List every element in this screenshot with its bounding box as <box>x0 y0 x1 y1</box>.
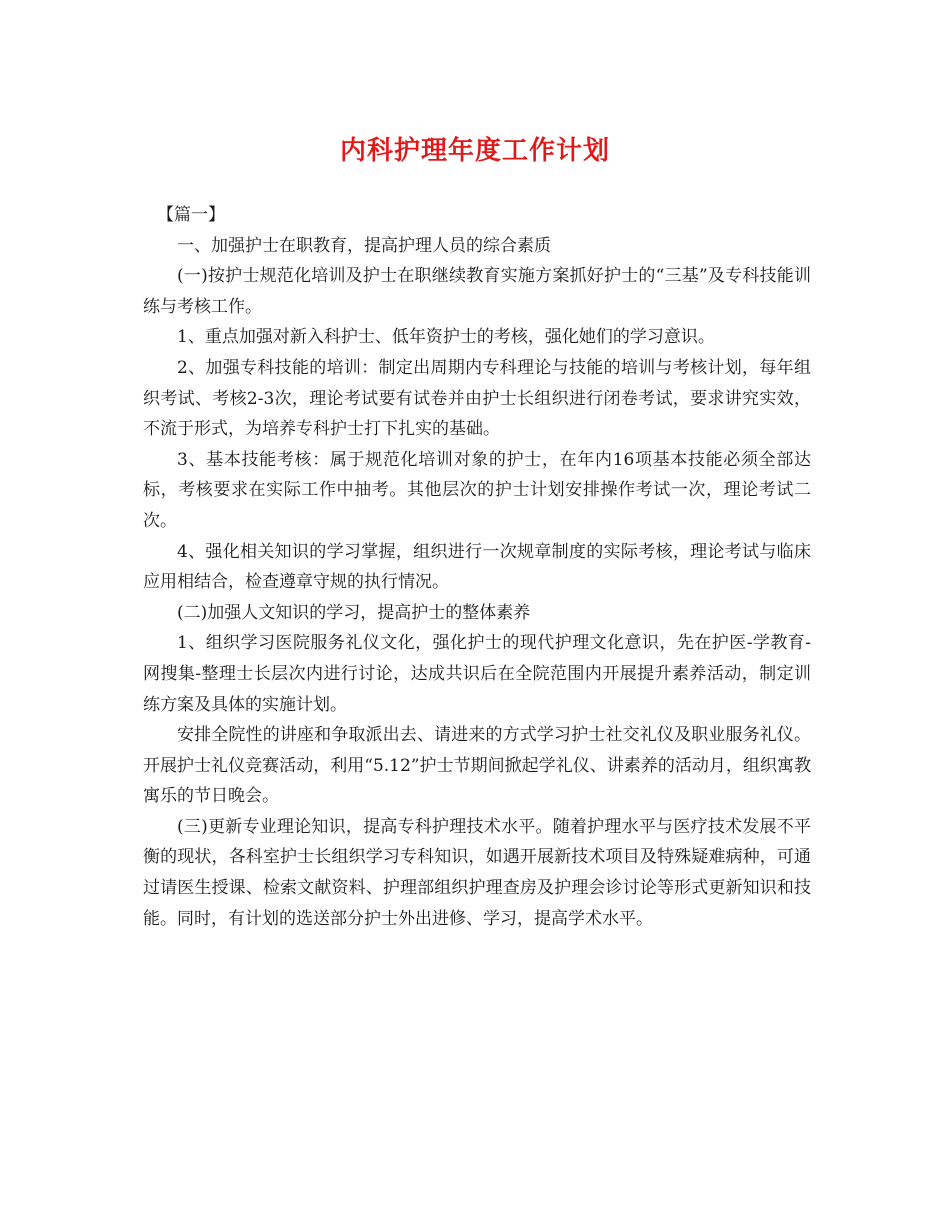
paragraph-10: (三)更新专业理论知识，提高专科护理技术水平。随着护理水平与医疗技术发展不平衡的现状，各科室护士长组织学习专科知识，如遇开展新技术项目及特殊疑难病种，可通过请医生授课、检索文献资料、护理部组织护理查房及护理会诊讨论等形式更新知识和技能。同时，有计划的选送部分护士外出进修、学习，提高学术水平。 <box>143 816 811 929</box>
paragraph-5: 3、基本技能考核：属于规范化培训对象的护士，在年内16项基本技能必须全部达标，考核要求在实际工作中抽考。其他层次的护士计划安排操作考试一次，理论考试二次。 <box>143 449 811 531</box>
paragraph-1: 一、加强护士在职教育，提高护理人员的综合素质 <box>177 235 551 256</box>
paragraph-4: 2、加强专科技能的培训：制定出周期内专科理论与技能的培训与考核计划，每年组织考试、考核2-3次，理论考试要有试卷并由护士长组织进行闭卷考试，要求讲究实效，不流于形式，为培养专科护士打下扎实的基础。 <box>143 357 811 440</box>
document-body <box>143 200 811 934</box>
paragraph-8: 1、组织学习医院服务礼仪文化，强化护士的现代护理文化意识，先在护医-学教育-网搜集-整理士长层次内进行讨论，达成共识后在全院范围内开展提升素养活动，制定训练方案及具体的实施计划。 <box>143 633 811 715</box>
document-title: 内科护理年度工作计划 <box>339 136 610 166</box>
paragraph-9: 安排全院性的讲座和争取派出去、请进来的方式学习护士社交礼仪及职业服务礼仪。开展护士礼仪竞赛活动，利用“5.12”护士节期间掀起学礼仪、讲素养的活动月，组织寓教寓乐的节日晚会。 <box>143 725 811 807</box>
paragraph-2: (一)按护士规范化培训及护士在职继续教育实施方案抓好护士的“三基”及专科技能训练与考核工作。 <box>143 266 811 317</box>
paragraph-7: (二)加强人文知识的学习，提高护士的整体素养 <box>177 602 531 623</box>
paragraph-3: 1、重点加强对新入科护士、低年资护士的考核，强化她们的学习意识。 <box>177 327 715 348</box>
paragraph-6: 4、强化相关知识的学习掌握，组织进行一次规章制度的实际考核，理论考试与临床应用相结合，检查遵章守规的执行情况。 <box>143 541 811 593</box>
section-label: 【篇一】 <box>157 205 225 225</box>
